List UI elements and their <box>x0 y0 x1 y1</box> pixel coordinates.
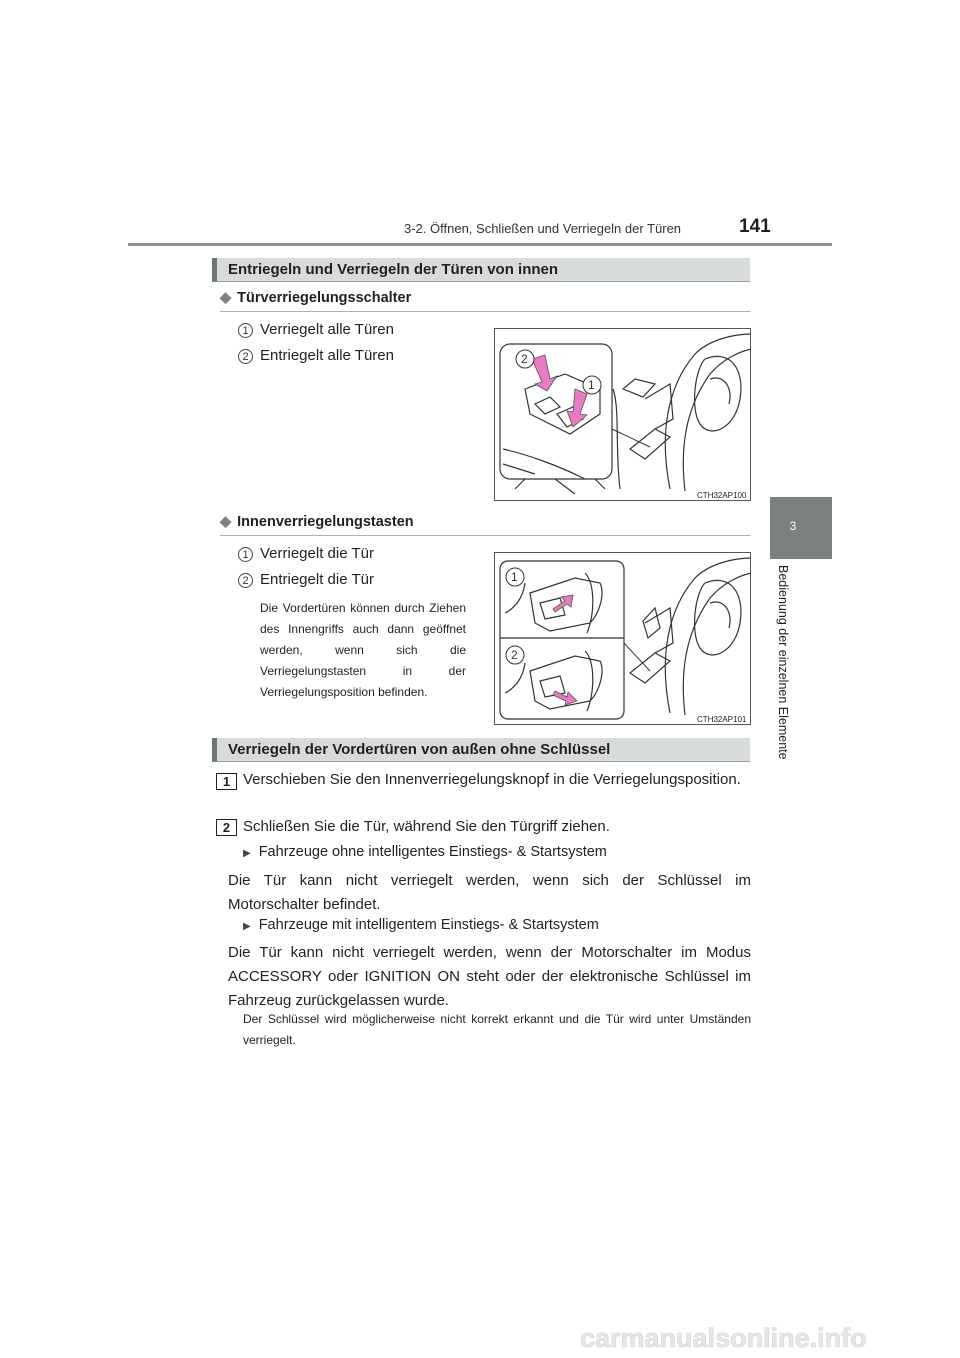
step-2-text: Schließen Sie die Tür, während Sie den Türgriff ziehen. <box>243 818 610 835</box>
door-lock-switch-illustration <box>494 328 751 501</box>
image-code: CTH32AP101 <box>697 715 747 724</box>
chapter-number: 3 <box>789 519 797 533</box>
header-section-title: 3-2. Öffnen, Schließen und Verriegeln der Türen <box>404 221 682 236</box>
triangle-icon: ▶ <box>243 921 251 932</box>
chapter-label-text: Bedienung der einzelnen Elemente <box>776 565 790 760</box>
callout-label-2: 2 <box>521 352 528 366</box>
door-lock-switch-drawing <box>495 329 751 501</box>
watermark-logo <box>580 1323 960 1353</box>
case-1-text: Die Tür kann nicht verriegelt werden, wenn sich der Schlüssel im Motorschalter befindet. <box>228 872 751 913</box>
callout-number-2: 2 <box>238 349 253 364</box>
image-code: CTH32AP100 <box>697 491 747 500</box>
callout-label-1: 1 <box>588 378 595 392</box>
subheading-divider <box>220 311 750 312</box>
section-heading-unlock-lock-inside <box>212 258 750 282</box>
callout-label-1: 1 <box>511 570 518 584</box>
subheading-inside-lock-buttons <box>220 514 414 530</box>
inside-lock-buttons-illustration <box>494 552 751 725</box>
subheading-text: Türverriegelungsschalter <box>237 290 412 306</box>
subheading-door-lock-switch <box>220 290 411 306</box>
callout-number-2: 2 <box>238 573 253 588</box>
case-2-text: Die Tür kann nicht verriegelt werden, wenn der Motorschalter im Modus ACCESSORY oder IGNITION ON steht oder der elektronische Schlüssel im Fahrzeug zurückgelassen wurde. <box>228 944 751 1009</box>
note-front-doors: Die Vordertüren können durch Ziehen des Innengriffs auch dann geöffnet werden, wenn sich die Verriegelungstasten in der Verriegelungsposition befinden. <box>260 601 466 699</box>
case-without-smart-entry <box>243 844 607 860</box>
watermark-text: carmanualsonline.info <box>580 1323 867 1353</box>
inside-lock-buttons-drawing <box>495 553 751 725</box>
callout-number-1: 1 <box>238 547 253 562</box>
step-1-text: Verschieben Sie den Innenverriegelungsknopf in die Verriegelungsposition. <box>243 771 741 788</box>
section-heading-text: Verriegeln der Vordertüren von außen ohne Schlüssel <box>228 741 611 758</box>
item-lock-door: Verriegelt die Tür <box>260 545 374 562</box>
diamond-icon: ◆ <box>220 514 232 530</box>
item-unlock-all-doors: Entriegelt alle Türen <box>260 347 394 364</box>
callout-number-1: 1 <box>238 323 253 338</box>
triangle-icon: ▶ <box>243 848 251 859</box>
page-number: 141 <box>739 216 771 237</box>
diamond-icon: ◆ <box>220 290 232 306</box>
note-key-detection: Der Schlüssel wird möglicherweise nicht korrekt erkannt und die Tür wird unter Umständen verriegelt. <box>243 1012 751 1047</box>
subheading-text: Innenverriegelungstasten <box>237 514 414 530</box>
section-heading-lock-front-doors-outside <box>212 738 750 762</box>
case-with-smart-entry <box>243 917 599 933</box>
item-unlock-door: Entriegelt die Tür <box>260 571 374 588</box>
item-lock-all-doors: Verriegelt alle Türen <box>260 321 394 338</box>
chapter-label <box>776 565 808 773</box>
case-title: Fahrzeuge mit intelligentem Einstiegs- & Startsystem <box>258 917 599 933</box>
subheading-divider <box>220 535 750 536</box>
case-title: Fahrzeuge ohne intelligentes Einstiegs- & Startsystem <box>258 844 607 860</box>
section-heading-text: Entriegeln und Verriegeln der Türen von innen <box>228 261 559 278</box>
callout-label-2: 2 <box>511 648 518 662</box>
chapter-tab <box>770 497 832 559</box>
header-divider <box>128 243 832 246</box>
step-number-2: 2 <box>216 819 237 836</box>
step-number-1: 1 <box>216 773 237 790</box>
